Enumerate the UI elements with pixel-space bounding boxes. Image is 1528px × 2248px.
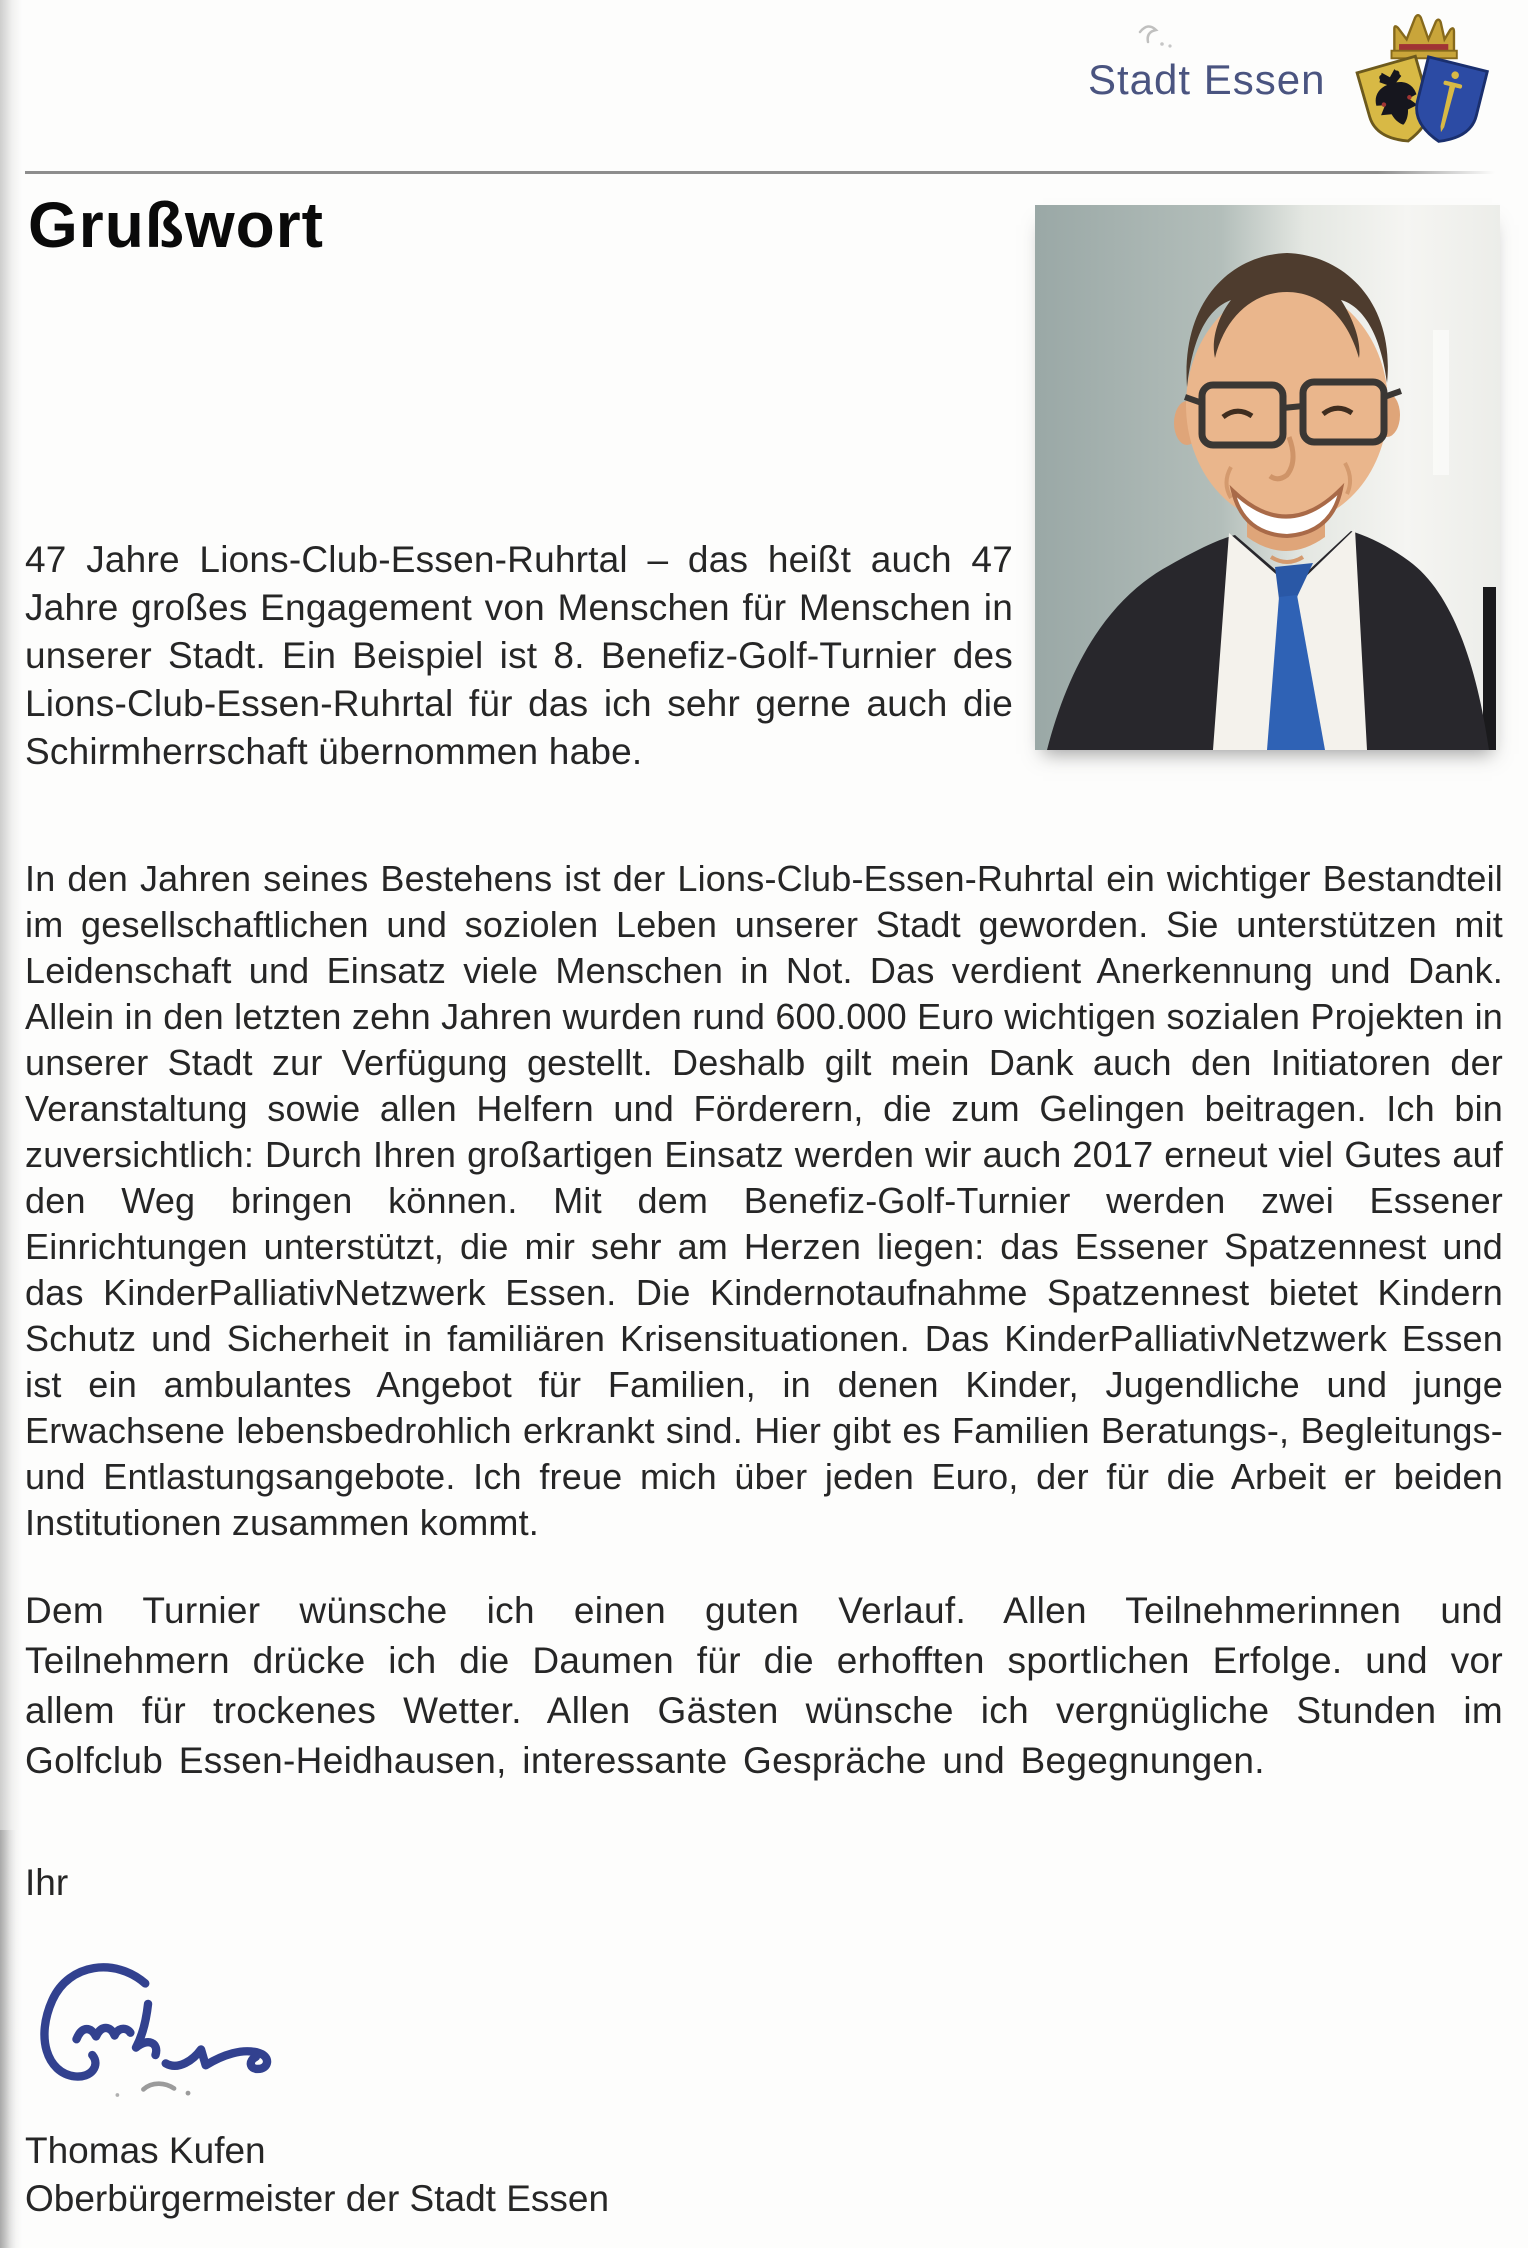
- scan-smudge-mark: [1128, 18, 1188, 52]
- header-divider-rule: [25, 171, 1495, 174]
- portrait-photo-thomas-kufen: [1035, 205, 1500, 750]
- essen-coat-of-arms-icon: [1342, 10, 1494, 152]
- main-paragraph: In den Jahren seines Bestehens ist der Lions-Club-Essen-Ruhrtal ein wichtiger Bestandteil im gesellschaftlichen und soziolen Leben unserer Stadt geworden. Sie unterstützen mit Leidenschaft und Einsatz viele Menschen in Not. Das verdient Anerkennung und Dank. Allein in den letzten zehn Jahren wurden rund 600.000 Euro wichtigen sozialen Projekten in unserer Stadt zur Verfügung gestellt. Deshalb gilt mein Dank auch den Initiatoren der Veranstaltung sowie allen Helfern und Förderern, die zum Gelingen beitragen. Ich bin zuversichtlich: Durch Ihren großartigen Einsatz werden wir auch 2017 erneut viel Gutes auf den Weg bringen können. Mit dem Benefiz-Golf-Turnier werden zwei Essener Einrichtungen unterstützt, die mir sehr am Herzen liegen: das Essener Spatzennest und das KinderPalliativNetzwerk Essen. Die Kindernotaufnahme Spatzennest bietet Kindern Schutz und Sicherheit in familiären Krisensituationen. Das KinderPalliativNetzwerk Essen ist ein ambulantes Angebot für Familien, in denen Kinder, Jugendliche und junge Erwachsene lebensbedrohlich erkrankt sind. Hier gibt es Familien Beratungs-, Begleitungs- und Entlastungsangebote. Ich freue mich über jeden Euro, der für die Arbeit er beiden Institutionen zusammen kommt.: [25, 858, 1503, 1543]
- scan-edge-shadow-bottom: [0, 1830, 16, 2248]
- portrait-illustration: [1035, 205, 1500, 750]
- sender-name: Thomas Kufen: [25, 2130, 266, 2171]
- intro-paragraph: 47 Jahre Lions-Club-Essen-Ruhrtal – das heißt auch 47 Jahre großes Engagement von Menschen für Menschen in unserer Stadt. Ein Beispiel ist 8. Benefiz-Golf-Turnier des Lions-Club-Essen-Ruhrtal für das ich sehr gerne auch die Schirmherrschaft übernommen habe.: [25, 539, 1013, 772]
- page-title: Grußwort: [28, 189, 324, 261]
- salutation-text: Ihr: [25, 1862, 69, 1903]
- city-logo-text: Stadt Essen: [1088, 56, 1326, 103]
- handwritten-signature: [25, 1950, 325, 2108]
- scan-edge-shadow: [0, 0, 22, 2248]
- sender-role: Oberbürgermeister der Stadt Essen: [25, 2178, 610, 2219]
- closing-paragraph: Dem Turnier wünsche ich einen guten Verlauf. Allen Teilnehmerinnen und Teilnehmern drücke ich die Daumen für die erhofften sportlichen Erfolge. und vor allem für trockenes Wetter. Allen Gästen wünsche ich vergnügliche Stunden im Golfclub Essen-Heidhausen, interessante Gespräche und Begegnungen.: [25, 1590, 1503, 1781]
